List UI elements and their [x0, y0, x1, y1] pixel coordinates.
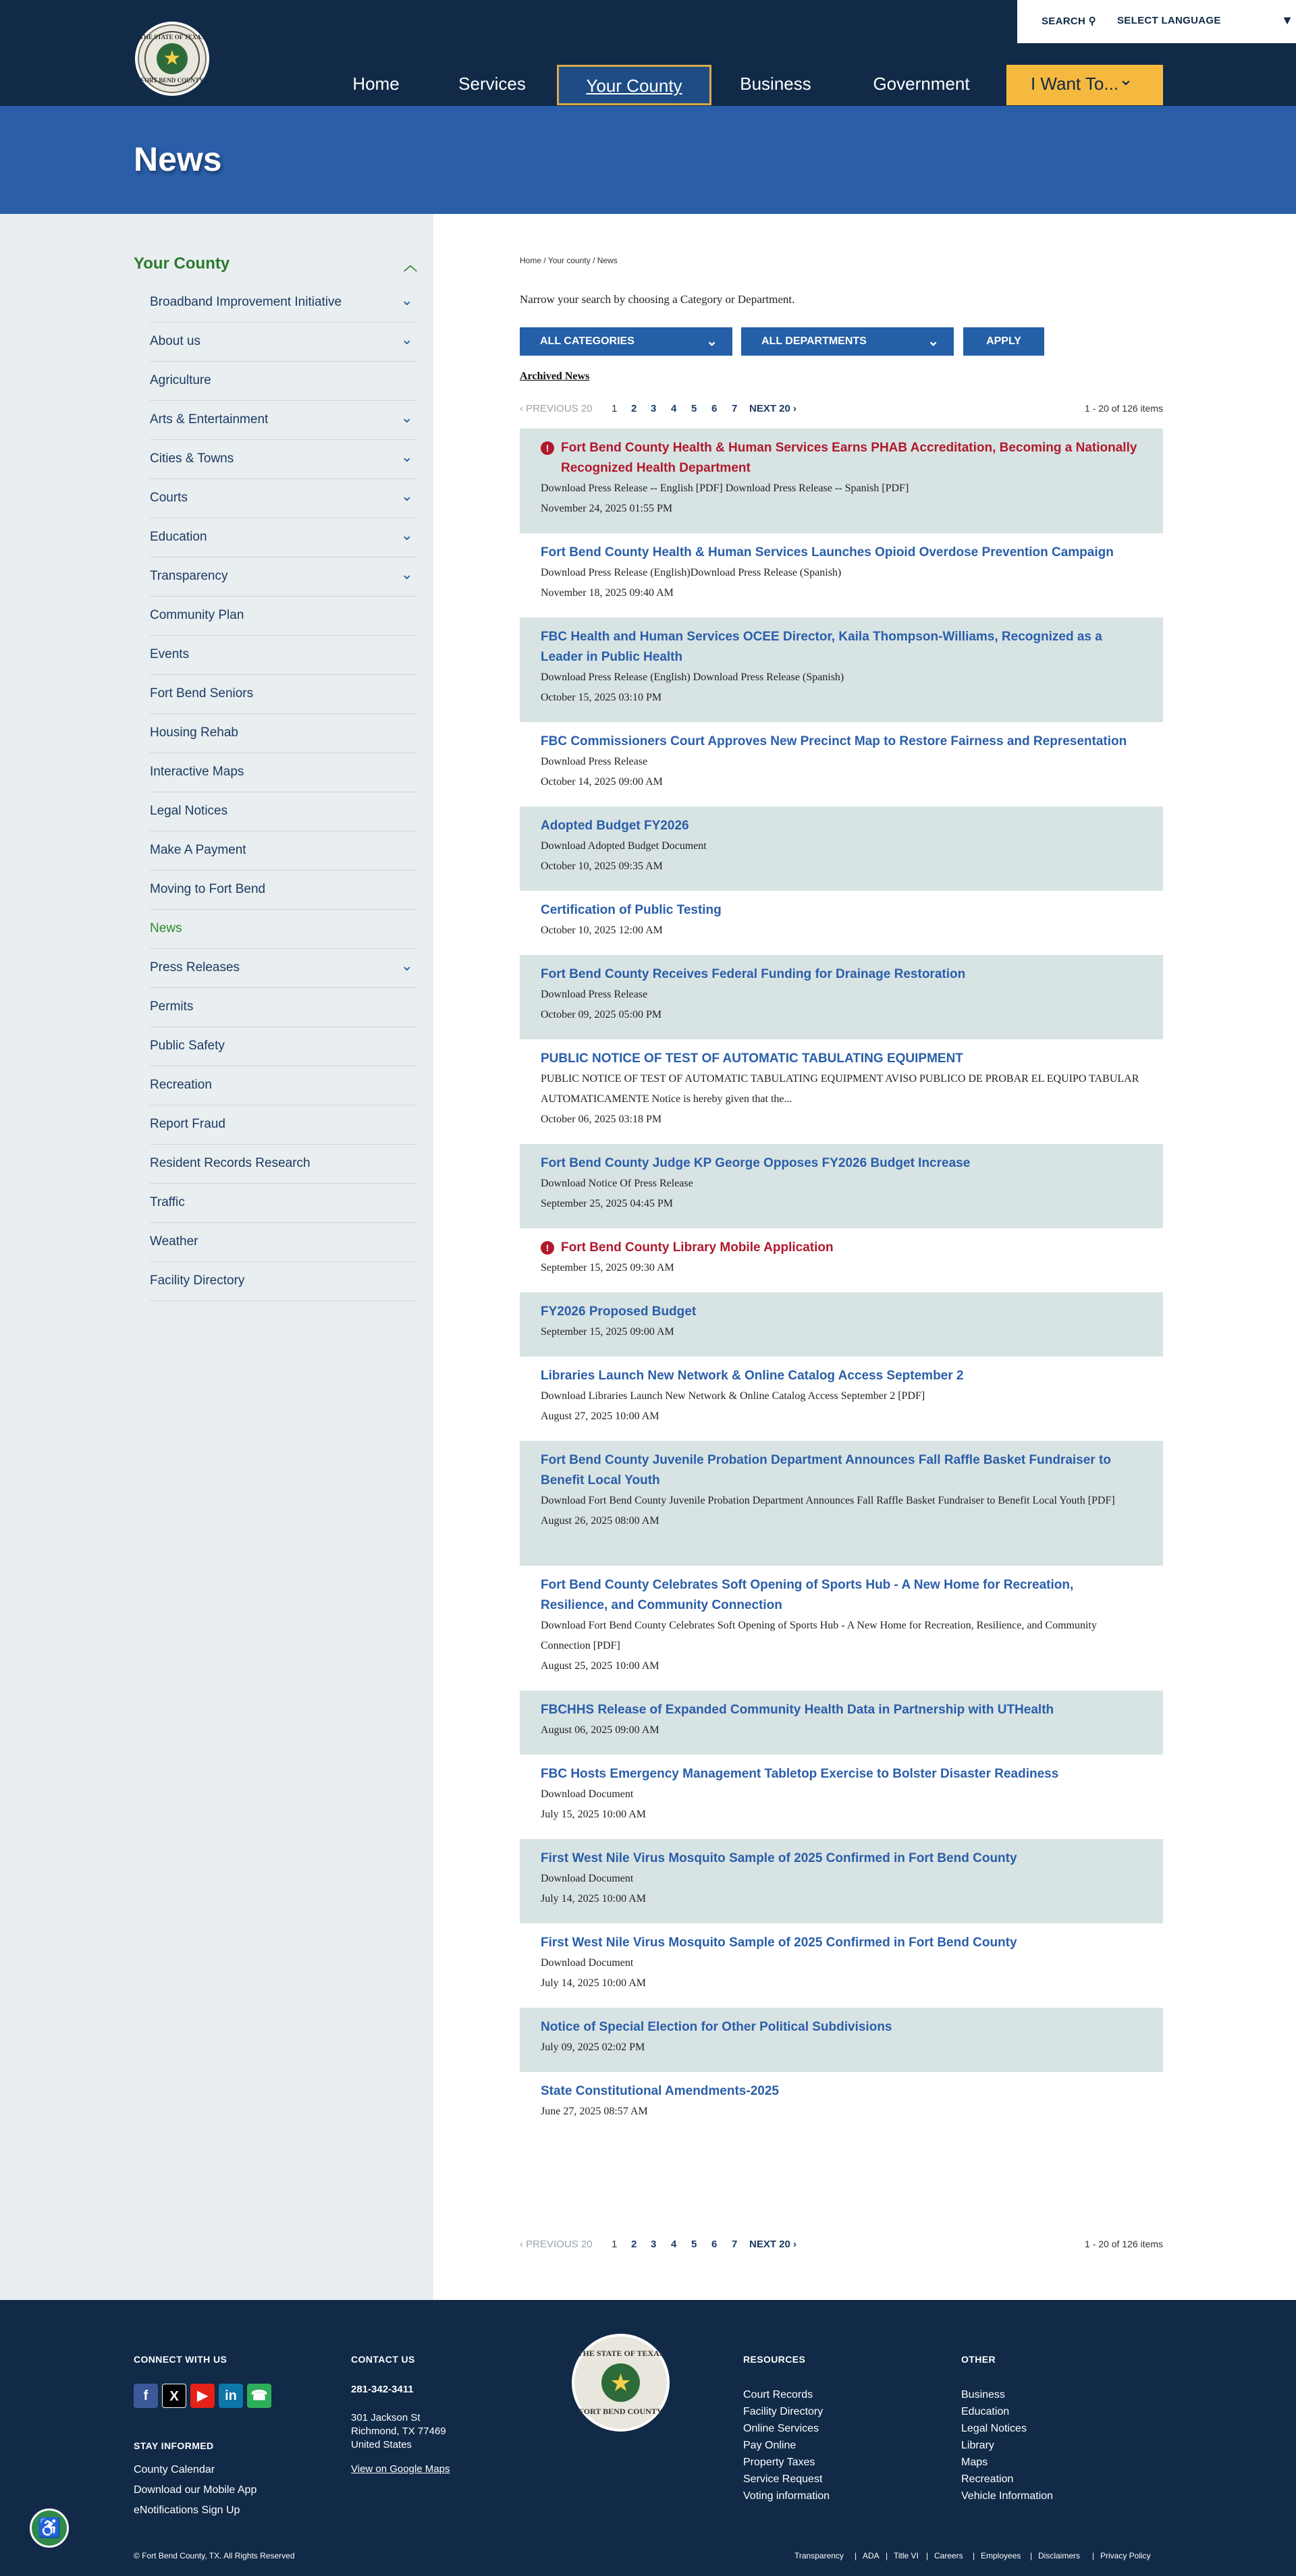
nav-business[interactable]: Business	[740, 74, 811, 94]
news-date: October 10, 2025 12:00 AM	[541, 925, 663, 936]
star-icon: ★	[157, 43, 188, 74]
other-link[interactable]: Recreation	[961, 2473, 1014, 2485]
sidebar-item[interactable]: Public Safety	[150, 1027, 417, 1066]
news-item	[520, 1441, 1163, 1566]
page-link[interactable]: 2	[631, 2239, 637, 2250]
chevron-down-icon: ⌄	[1118, 69, 1133, 89]
legal-link[interactable]: Careers	[934, 2551, 963, 2560]
archived-news-link[interactable]: Archived News	[520, 371, 590, 382]
news-title-link[interactable]: Adopted Budget FY2026	[541, 819, 689, 833]
news-date: September 15, 2025 09:30 AM	[541, 1262, 674, 1273]
other-link[interactable]: Vehicle Information	[961, 2490, 1054, 2502]
news-item	[520, 1039, 1163, 1144]
sidebar	[0, 214, 433, 2300]
news-title-link[interactable]: First West Nile Virus Mosquito Sample of 2025 Confirmed in Fort Bend County	[541, 1936, 1017, 1950]
site-footer	[0, 2300, 1296, 2576]
chevron-down-icon[interactable]: ⌄	[400, 331, 413, 348]
news-title-link[interactable]: State Constitutional Amendments-2025	[541, 2084, 779, 2098]
results-count: 1 - 20 of 126 items	[1085, 2239, 1163, 2249]
nextdoor-icon[interactable]: ☎	[247, 2384, 271, 2408]
legal-link[interactable]: Disclaimers	[1038, 2551, 1081, 2560]
nav-home[interactable]: Home	[352, 74, 400, 94]
news-description[interactable]: Download Libraries Launch New Network & Online Catalog Access September 2 [PDF]	[541, 1390, 925, 1402]
link-separator: |	[1030, 2551, 1033, 2560]
news-date: October 06, 2025 03:18 PM	[541, 1114, 662, 1125]
resources-link[interactable]: Court Records	[743, 2389, 813, 2401]
news-title-link[interactable]: Certification of Public Testing	[541, 903, 722, 917]
news-item	[520, 533, 1163, 618]
news-description[interactable]: Download Document	[541, 1957, 634, 1969]
sidebar-item[interactable]: About us ⌄	[150, 323, 417, 362]
sidebar-item[interactable]: Broadband Improvement Initiative ⌄	[150, 283, 417, 323]
link-separator: |	[886, 2551, 888, 2560]
news-description[interactable]: Download Press Release (English)Download Press Release (Spanish)	[541, 567, 842, 578]
resources-link[interactable]: Property Taxes	[743, 2457, 815, 2468]
news-title-link[interactable]: ! Fort Bend County Library Mobile Application	[541, 1238, 1141, 1258]
language-select[interactable]: SELECT LANGUAGE	[1117, 15, 1221, 26]
news-item	[520, 1923, 1163, 2008]
sidebar-item[interactable]: Resident Records Research	[150, 1145, 417, 1184]
stay-informed-link[interactable]: County Calendar	[134, 2464, 215, 2475]
news-item	[520, 1691, 1163, 1755]
news-date: September 25, 2025 04:45 PM	[541, 1198, 673, 1209]
news-item	[520, 2072, 1163, 2136]
contact-heading: CONTACT US	[351, 2354, 415, 2365]
previous-page-link[interactable]: ‹ PREVIOUS 20	[520, 403, 593, 414]
resources-link[interactable]: Facility Directory	[743, 2406, 824, 2417]
page-link[interactable]: 7	[732, 403, 738, 414]
sidebar-item[interactable]: Agriculture	[150, 362, 417, 401]
resources-heading: RESOURCES	[743, 2354, 806, 2365]
filter-intro: Narrow your search by choosing a Category or Department.	[520, 293, 795, 306]
sidebar-item[interactable]: News	[150, 910, 417, 949]
news-date: October 09, 2025 05:00 PM	[541, 1009, 662, 1020]
address-line: United States	[351, 2439, 412, 2450]
page-link[interactable]: 4	[671, 403, 677, 414]
page-link[interactable]: 3	[651, 403, 657, 414]
news-item	[520, 1144, 1163, 1228]
news-item	[520, 1755, 1163, 1839]
news-title-link[interactable]: Fort Bend County Celebrates Soft Opening of Sports Hub - A New Home for Recreation, Resilience, and Community Connection	[541, 1578, 1074, 1612]
chevron-down-icon[interactable]: ⌄	[400, 409, 413, 426]
sidebar-heading[interactable]: Your County ︿	[134, 254, 417, 273]
site-header	[0, 0, 1296, 106]
news-title-link[interactable]: Fort Bend County Judge KP George Opposes FY2026 Budget Increase	[541, 1156, 971, 1170]
copyright: © Fort Bend County, TX. All Rights Reserved	[134, 2551, 295, 2560]
sidebar-item[interactable]: Report Fraud	[150, 1105, 417, 1145]
sidebar-item[interactable]: Housing Rehab	[150, 714, 417, 753]
chevron-down-icon[interactable]: ⌄	[400, 566, 413, 582]
news-item	[520, 429, 1163, 533]
address-line: Richmond, TX 77469	[351, 2426, 446, 2437]
news-date: October 15, 2025 03:10 PM	[541, 692, 662, 703]
chevron-down-icon[interactable]: ⌄	[400, 487, 413, 504]
sidebar-item[interactable]: Arts & Entertainment ⌄	[150, 401, 417, 440]
next-page-link[interactable]: NEXT 20 ›	[749, 2239, 797, 2250]
county-seal-logo[interactable]: THE STATE OF TEXAS ★ FORT BEND COUNTY	[135, 22, 209, 96]
news-date: July 14, 2025 10:00 AM	[541, 1893, 647, 1904]
resources-link[interactable]: Service Request	[743, 2473, 823, 2485]
sidebar-item[interactable]: Legal Notices	[150, 792, 417, 831]
news-description[interactable]: Download Press Release	[541, 756, 648, 767]
legal-link[interactable]: Title VI	[894, 2551, 919, 2560]
news-date: August 25, 2025 10:00 AM	[541, 1660, 659, 1672]
news-item	[520, 2008, 1163, 2072]
page-banner	[0, 106, 1296, 214]
search-button[interactable]: SEARCH ⚲	[1042, 16, 1096, 27]
news-item	[520, 806, 1163, 891]
sidebar-item[interactable]: Recreation	[150, 1066, 417, 1105]
link-separator: |	[1092, 2551, 1095, 2560]
news-title-link[interactable]: FBC Hosts Emergency Management Tabletop Exercise to Bolster Disaster Readiness	[541, 1767, 1059, 1781]
chevron-down-icon[interactable]: ⌄	[400, 448, 413, 465]
news-title-link[interactable]: FBC Commissioners Court Approves New Precinct Map to Restore Fairness and Representation	[541, 734, 1127, 748]
news-description[interactable]: Download Document	[541, 1873, 634, 1884]
breadcrumb[interactable]: Home / Your county / News	[520, 256, 618, 265]
resources-link[interactable]: Online Services	[743, 2423, 819, 2434]
pagination	[520, 2239, 1163, 2255]
google-maps-link[interactable]: View on Google Maps	[351, 2463, 450, 2475]
news-date: August 06, 2025 09:00 AM	[541, 1724, 659, 1736]
legal-link[interactable]: Privacy Policy	[1100, 2551, 1151, 2560]
results-count: 1 - 20 of 126 items	[1085, 403, 1163, 414]
page-title: News	[134, 140, 222, 178]
sidebar-item[interactable]: Permits	[150, 988, 417, 1027]
stay-informed-link[interactable]: eNotifications Sign Up	[134, 2504, 240, 2516]
news-item	[520, 955, 1163, 1039]
news-item	[520, 1566, 1163, 1691]
news-description[interactable]: PUBLIC NOTICE OF TEST OF AUTOMATIC TABULATING EQUIPMENT AVISO PUBLICO DE PROBAR EL EQUIPO TABULAR AUTOMATICAMENTE Notice is hereby given that the...	[541, 1073, 1139, 1105]
sidebar-item[interactable]: Facility Directory	[150, 1262, 417, 1301]
link-separator: |	[926, 2551, 929, 2560]
news-date: July 14, 2025 10:00 AM	[541, 1977, 647, 1989]
news-date: July 15, 2025 10:00 AM	[541, 1809, 647, 1820]
chevron-up-icon[interactable]: ︿	[404, 258, 417, 273]
alert-icon: !	[541, 1241, 554, 1255]
other-link[interactable]: Business	[961, 2389, 1005, 2401]
page-link[interactable]: 4	[671, 2239, 677, 2250]
utility-bar	[1017, 0, 1296, 43]
news-title-link[interactable]: Notice of Special Election for Other Political Subdivisions	[541, 2020, 892, 2034]
other-link[interactable]: Maps	[961, 2457, 988, 2468]
linkedin-icon[interactable]: in	[219, 2384, 243, 2408]
sidebar-item[interactable]: Make A Payment	[150, 831, 417, 871]
news-description[interactable]: Download Document	[541, 1788, 634, 1800]
sidebar-item[interactable]: Interactive Maps	[150, 753, 417, 792]
address-line: 301 Jackson St	[351, 2412, 421, 2423]
sidebar-item[interactable]: Moving to Fort Bend	[150, 871, 417, 910]
chevron-down-icon[interactable]: ⌄	[400, 526, 413, 543]
other-link[interactable]: Education	[961, 2406, 1010, 2417]
news-item	[520, 1292, 1163, 1356]
page-link[interactable]: 5	[691, 403, 697, 414]
sidebar-item[interactable]: Cities & Towns ⌄	[150, 440, 417, 479]
other-link[interactable]: Library	[961, 2440, 994, 2451]
news-date: October 10, 2025 09:35 AM	[541, 860, 663, 872]
youtube-icon[interactable]: ▶	[190, 2384, 215, 2408]
news-description[interactable]: Download Fort Bend County Celebrates Soft Opening of Sports Hub - A New Home for Recreation, Resilience, and Community Connection [PDF]	[541, 1620, 1097, 1651]
chevron-down-icon: ⌄	[927, 334, 939, 349]
news-item	[520, 618, 1163, 722]
phone-number[interactable]: 281-342-3411	[351, 2384, 414, 2395]
news-description[interactable]: Download Press Release -- English [PDF] Download Press Release -- Spanish [PDF]	[541, 483, 909, 494]
resources-link[interactable]: Voting information	[743, 2490, 830, 2502]
news-date: July 09, 2025 02:02 PM	[541, 2041, 645, 2053]
page-link[interactable]: 6	[711, 2239, 718, 2250]
news-date: August 27, 2025 10:00 AM	[541, 1410, 659, 1422]
accessibility-icon[interactable]: ♿	[30, 2509, 69, 2548]
news-description[interactable]: Download Press Release (English) Download Press Release (Spanish)	[541, 672, 844, 683]
apply-button[interactable]: APPLY	[963, 327, 1044, 356]
news-title-link[interactable]: Libraries Launch New Network & Online Catalog Access September 2	[541, 1369, 964, 1383]
news-title-link[interactable]: Fort Bend County Health & Human Services Launches Opioid Overdose Prevention Campaign	[541, 545, 1114, 559]
chevron-down-icon[interactable]: ⌄	[400, 957, 413, 974]
news-date: November 18, 2025 09:40 AM	[541, 587, 674, 599]
sidebar-item[interactable]: Education ⌄	[150, 518, 417, 557]
other-link[interactable]: Legal Notices	[961, 2423, 1027, 2434]
sidebar-item[interactable]: Community Plan	[150, 597, 417, 636]
news-title-link[interactable]: PUBLIC NOTICE OF TEST OF AUTOMATIC TABULATING EQUIPMENT	[541, 1051, 963, 1066]
facebook-icon[interactable]: f	[134, 2384, 158, 2408]
news-title-link[interactable]: Fort Bend County Juvenile Probation Department Announces Fall Raffle Basket Fundraiser to Benefit Local Youth	[541, 1453, 1111, 1487]
page-link[interactable]: 1	[612, 403, 618, 414]
sidebar-item[interactable]: Transparency ⌄	[150, 557, 417, 597]
x-icon[interactable]: X	[162, 2384, 186, 2408]
other-heading: OTHER	[961, 2354, 996, 2365]
link-separator: |	[855, 2551, 857, 2560]
stay-heading: STAY INFORMED	[134, 2440, 214, 2451]
nav-services[interactable]: Services	[458, 74, 526, 94]
news-title-link[interactable]: FBCHHS Release of Expanded Community Health Data in Partnership with UTHealth	[541, 1703, 1054, 1717]
page-link[interactable]: 7	[732, 2239, 738, 2250]
resources-link[interactable]: Pay Online	[743, 2440, 796, 2451]
legal-link[interactable]: Employees	[981, 2551, 1021, 2560]
alert-icon: !	[541, 441, 554, 455]
news-date: October 14, 2025 09:00 AM	[541, 776, 663, 788]
news-title-link[interactable]: ! Fort Bend County Health & Human Services Earns PHAB Accreditation, Becoming a Nationally Recognized Health Department	[541, 438, 1141, 478]
sidebar-item[interactable]: Traffic	[150, 1184, 417, 1223]
news-date: September 15, 2025 09:00 AM	[541, 1326, 674, 1338]
news-item	[520, 722, 1163, 806]
category-select[interactable]: ALL CATEGORIES ⌄	[520, 327, 732, 356]
news-date: June 27, 2025 08:57 AM	[541, 2106, 648, 2117]
sidebar-item[interactable]: Courts ⌄	[150, 479, 417, 518]
sidebar-item[interactable]: Weather	[150, 1223, 417, 1262]
page-link[interactable]: 3	[651, 2239, 657, 2250]
news-description[interactable]: Download Fort Bend County Juvenile Probation Department Announces Fall Raffle Basket Fundraiser to Benefit Local Youth [PDF]	[541, 1495, 1115, 1506]
news-title-link[interactable]: First West Nile Virus Mosquito Sample of 2025 Confirmed in Fort Bend County	[541, 1851, 1017, 1865]
chevron-down-icon[interactable]: ⌄	[400, 292, 413, 308]
star-icon: ★	[601, 2363, 640, 2402]
sidebar-item[interactable]: Press Releases ⌄	[150, 949, 417, 988]
legal-link[interactable]: Transparency	[794, 2551, 844, 2560]
news-item	[520, 1356, 1163, 1441]
department-select[interactable]: ALL DEPARTMENTS ⌄	[741, 327, 954, 356]
sidebar-item[interactable]: Events	[150, 636, 417, 675]
news-date: August 26, 2025 08:00 AM	[541, 1515, 659, 1527]
nav-government[interactable]: Government	[873, 74, 970, 94]
news-item	[520, 1228, 1163, 1292]
news-date: November 24, 2025 01:55 PM	[541, 503, 673, 514]
news-title-link[interactable]: FBC Health and Human Services OCEE Director, Kaila Thompson-Williams, Recognized as a Leader in Public Health	[541, 630, 1102, 664]
chevron-down-icon: ⌄	[706, 334, 718, 349]
page-link[interactable]: 6	[711, 403, 718, 414]
caret-down-icon[interactable]: ▼	[1281, 13, 1293, 27]
page-link[interactable]: 1	[612, 2239, 618, 2250]
news-description[interactable]: Download Adopted Budget Document	[541, 840, 707, 852]
page-link[interactable]: 5	[691, 2239, 697, 2250]
legal-link[interactable]: ADA	[863, 2551, 880, 2560]
footer-county-seal: THE STATE OF TEXAS ★ FORT BEND COUNTY	[572, 2334, 670, 2432]
previous-page-link[interactable]: ‹ PREVIOUS 20	[520, 2239, 593, 2250]
page-link[interactable]: 2	[631, 403, 637, 414]
nav-i-want-to[interactable]: I Want To...	[1006, 65, 1163, 105]
news-description[interactable]: Download Notice Of Press Release	[541, 1178, 693, 1189]
nav-your-county[interactable]: Your County	[557, 65, 711, 105]
news-item	[520, 891, 1163, 955]
news-title-link[interactable]: FY2026 Proposed Budget	[541, 1305, 697, 1319]
news-description[interactable]: Download Press Release	[541, 989, 648, 1000]
link-separator: |	[973, 2551, 975, 2560]
next-page-link[interactable]: NEXT 20 ›	[749, 403, 797, 414]
news-title-link[interactable]: Fort Bend County Receives Federal Funding for Drainage Restoration	[541, 967, 966, 981]
pagination	[520, 403, 1163, 419]
connect-heading: CONNECT WITH US	[134, 2354, 227, 2365]
news-item	[520, 1839, 1163, 1923]
sidebar-item[interactable]: Fort Bend Seniors	[150, 675, 417, 714]
search-icon: ⚲	[1088, 16, 1096, 27]
stay-informed-link[interactable]: Download our Mobile App	[134, 2484, 257, 2496]
